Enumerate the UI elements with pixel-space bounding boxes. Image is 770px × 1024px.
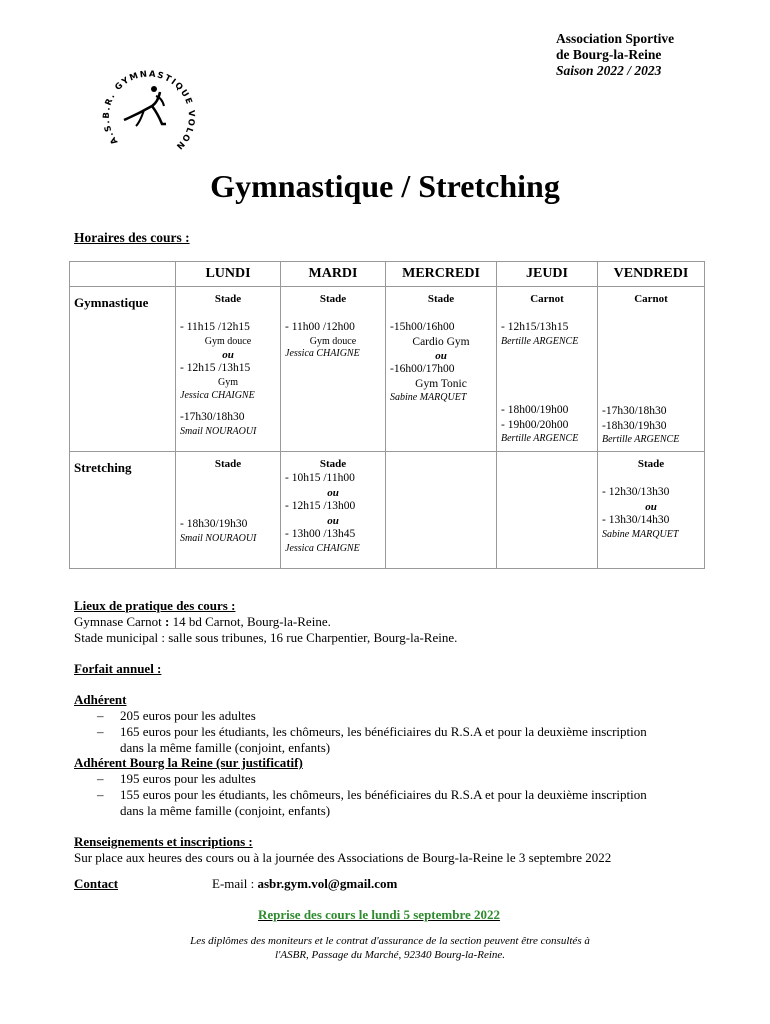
time-slot: -15h00/16h00 xyxy=(390,321,455,333)
instructor: Jessica CHAIGNE xyxy=(285,543,360,554)
class-name: Gym Tonic xyxy=(415,378,467,390)
time-slot: - 11h00 /12h00 xyxy=(285,321,355,333)
time-slot: - 12h30/13h30 xyxy=(602,486,670,498)
gymnast-figure-icon xyxy=(124,86,166,126)
day-header-vendredi: VENDREDI xyxy=(598,262,705,287)
row-label-stretching: Stretching xyxy=(70,452,176,569)
lieux-carnot-sep: : xyxy=(161,614,173,629)
cell-stretch-lundi xyxy=(176,452,281,569)
time-slot: -17h30/18h30 xyxy=(180,411,245,423)
forfait-heading: Forfait annuel : xyxy=(74,661,162,676)
location: Stade xyxy=(214,458,242,470)
svg-text:A.S.B.R. GYMNASTIQUE VOLONTAIR xyxy=(96,62,196,152)
cell-stretch-vendredi xyxy=(598,452,705,569)
class-name: Gym douce xyxy=(204,336,252,347)
association-name-line2: de Bourg-la-Reine xyxy=(556,47,662,62)
location: Carnot xyxy=(530,293,564,305)
row-label-gymnastique: Gymnastique xyxy=(70,287,176,452)
contact-label: Contact xyxy=(74,876,119,891)
or-label: ou xyxy=(645,501,657,513)
location: Carnot xyxy=(634,293,668,305)
or-label: ou xyxy=(327,487,339,499)
email-link[interactable]: asbr.gym.vol@gmail.com xyxy=(257,876,398,891)
time-slot: -17h30/18h30 xyxy=(602,405,667,417)
location: Stade xyxy=(319,458,347,470)
time-slot: - 13h00 /13h45 xyxy=(285,528,356,540)
footer-note xyxy=(130,934,650,962)
cell-stretch-jeudi xyxy=(497,452,598,569)
footer-line1: Les diplômes des moniteurs et le contrat d'assurance de la section peuvent être consultés à xyxy=(190,935,590,947)
bullet-dash: – xyxy=(97,787,104,802)
instructor: Bertille ARGENCE xyxy=(602,434,680,445)
class-name: Gym xyxy=(218,377,238,388)
asbr-logo xyxy=(96,62,200,160)
bullet-dash: – xyxy=(97,771,104,786)
instructor: Bertille ARGENCE xyxy=(501,433,579,444)
day-header-mercredi: MERCREDI xyxy=(386,262,497,287)
class-name: Gym douce xyxy=(309,336,357,347)
instructor: Smail NOURAOUI xyxy=(180,426,257,437)
schedule-row-stretching xyxy=(70,452,705,569)
br-price-adults: 195 euros pour les adultes xyxy=(120,771,256,786)
schedule-row-gymnastique xyxy=(70,287,705,452)
time-slot: - 13h30/14h30 xyxy=(602,514,670,526)
adherent-price-reduced: 165 euros pour les étudiants, les chômeurs, les bénéficiaires du R.S.A et pour la deuxième inscription xyxy=(120,724,647,739)
class-name: Cardio Gym xyxy=(412,336,470,348)
association-header xyxy=(556,31,674,79)
lieux-carnot-value: 14 bd Carnot, Bourg-la-Reine. xyxy=(172,614,331,629)
location: Stade xyxy=(214,293,242,305)
lieux-stade: Stade municipal : salle sous tribunes, 16 rue Charpentier, Bourg-la-Reine. xyxy=(74,630,458,645)
day-header-lundi: LUNDI xyxy=(176,262,281,287)
location: Stade xyxy=(637,458,665,470)
reprise-notice xyxy=(34,907,724,923)
bullet-dash: – xyxy=(97,708,104,723)
br-price-reduced: 155 euros pour les étudiants, les chômeurs, les bénéficiaires du R.S.A et pour la deuxième inscription xyxy=(120,787,647,802)
cell-stretch-mercredi xyxy=(386,452,497,569)
location: Stade xyxy=(319,293,347,305)
corner-cell xyxy=(70,262,176,287)
email-label: E-mail : xyxy=(212,876,255,891)
cell-gym-jeudi xyxy=(497,287,598,452)
association-name-line1: Association Sportive xyxy=(556,31,675,46)
schedule-header-row xyxy=(70,262,705,287)
adherent-price-reduced-cont: dans la même famille (conjoint, enfants) xyxy=(120,740,331,755)
time-slot: - 18h00/19h00 xyxy=(501,404,569,416)
cell-stretch-mardi xyxy=(281,452,386,569)
location: Stade xyxy=(427,293,455,305)
instructor: Smail NOURAOUI xyxy=(180,533,257,544)
lieux-carnot xyxy=(74,614,331,630)
instructor: Bertille ARGENCE xyxy=(501,336,579,347)
cell-gym-vendredi xyxy=(598,287,705,452)
time-slot: - 12h15/13h15 xyxy=(501,321,569,333)
or-label: ou xyxy=(435,350,447,362)
schedule-table xyxy=(69,261,705,569)
br-price-reduced-cont: dans la même famille (conjoint, enfants) xyxy=(120,803,331,818)
instructor: Sabine MARQUET xyxy=(602,529,679,540)
cell-gym-mercredi xyxy=(386,287,497,452)
time-slot: - 11h15 /12h15 xyxy=(180,321,250,333)
time-slot: - 19h00/20h00 xyxy=(501,419,569,431)
time-slot: - 18h30/19h30 xyxy=(180,518,248,530)
renseignements-text: Sur place aux heures des cours ou à la journée des Associations de Bourg-la-Reine le 3 septembre 2022 xyxy=(74,850,612,865)
renseignements-heading: Renseignements et inscriptions : xyxy=(74,834,253,849)
day-header-mardi: MARDI xyxy=(281,262,386,287)
time-slot: -16h00/17h00 xyxy=(390,363,455,375)
lieux-carnot-label: Gymnase Carnot xyxy=(74,614,162,629)
adherent-heading: Adhérent xyxy=(74,692,127,707)
day-header-jeudi: JEUDI xyxy=(497,262,598,287)
time-slot: - 12h15 /13h15 xyxy=(180,362,251,374)
schedule-heading: Horaires des cours : xyxy=(74,230,190,245)
reprise-text: Reprise des cours le lundi 5 septembre 2022 xyxy=(257,907,501,922)
br-heading: Adhérent Bourg la Reine (sur justificatif) xyxy=(74,755,303,770)
lieux-heading: Lieux de pratique des cours : xyxy=(74,598,236,613)
time-slot: -18h30/19h30 xyxy=(602,420,667,432)
page-title: Gymnastique / Stretching xyxy=(210,168,560,204)
season-label: Saison 2022 / 2023 xyxy=(556,63,662,78)
instructor: Jessica CHAIGNE xyxy=(180,390,255,401)
adherent-price-adults: 205 euros pour les adultes xyxy=(120,708,256,723)
instructor: Sabine MARQUET xyxy=(390,392,467,403)
bullet-dash: – xyxy=(97,724,104,739)
instructor: Jessica CHAIGNE xyxy=(285,348,360,359)
cell-gym-mardi xyxy=(281,287,386,452)
cell-gym-lundi xyxy=(176,287,281,452)
contact-email-row xyxy=(212,876,397,892)
or-label: ou xyxy=(222,349,234,361)
logo-ring-text: A.S.B.R. GYMNASTIQUE VOLON xyxy=(101,69,197,152)
footer-line2: l'ASBR, Passage du Marché, 92340 Bourg-la-Reine. xyxy=(274,949,506,961)
time-slot: - 12h15 /13h00 xyxy=(285,500,356,512)
or-label: ou xyxy=(327,515,339,527)
time-slot: - 10h15 /11h00 xyxy=(285,472,355,484)
